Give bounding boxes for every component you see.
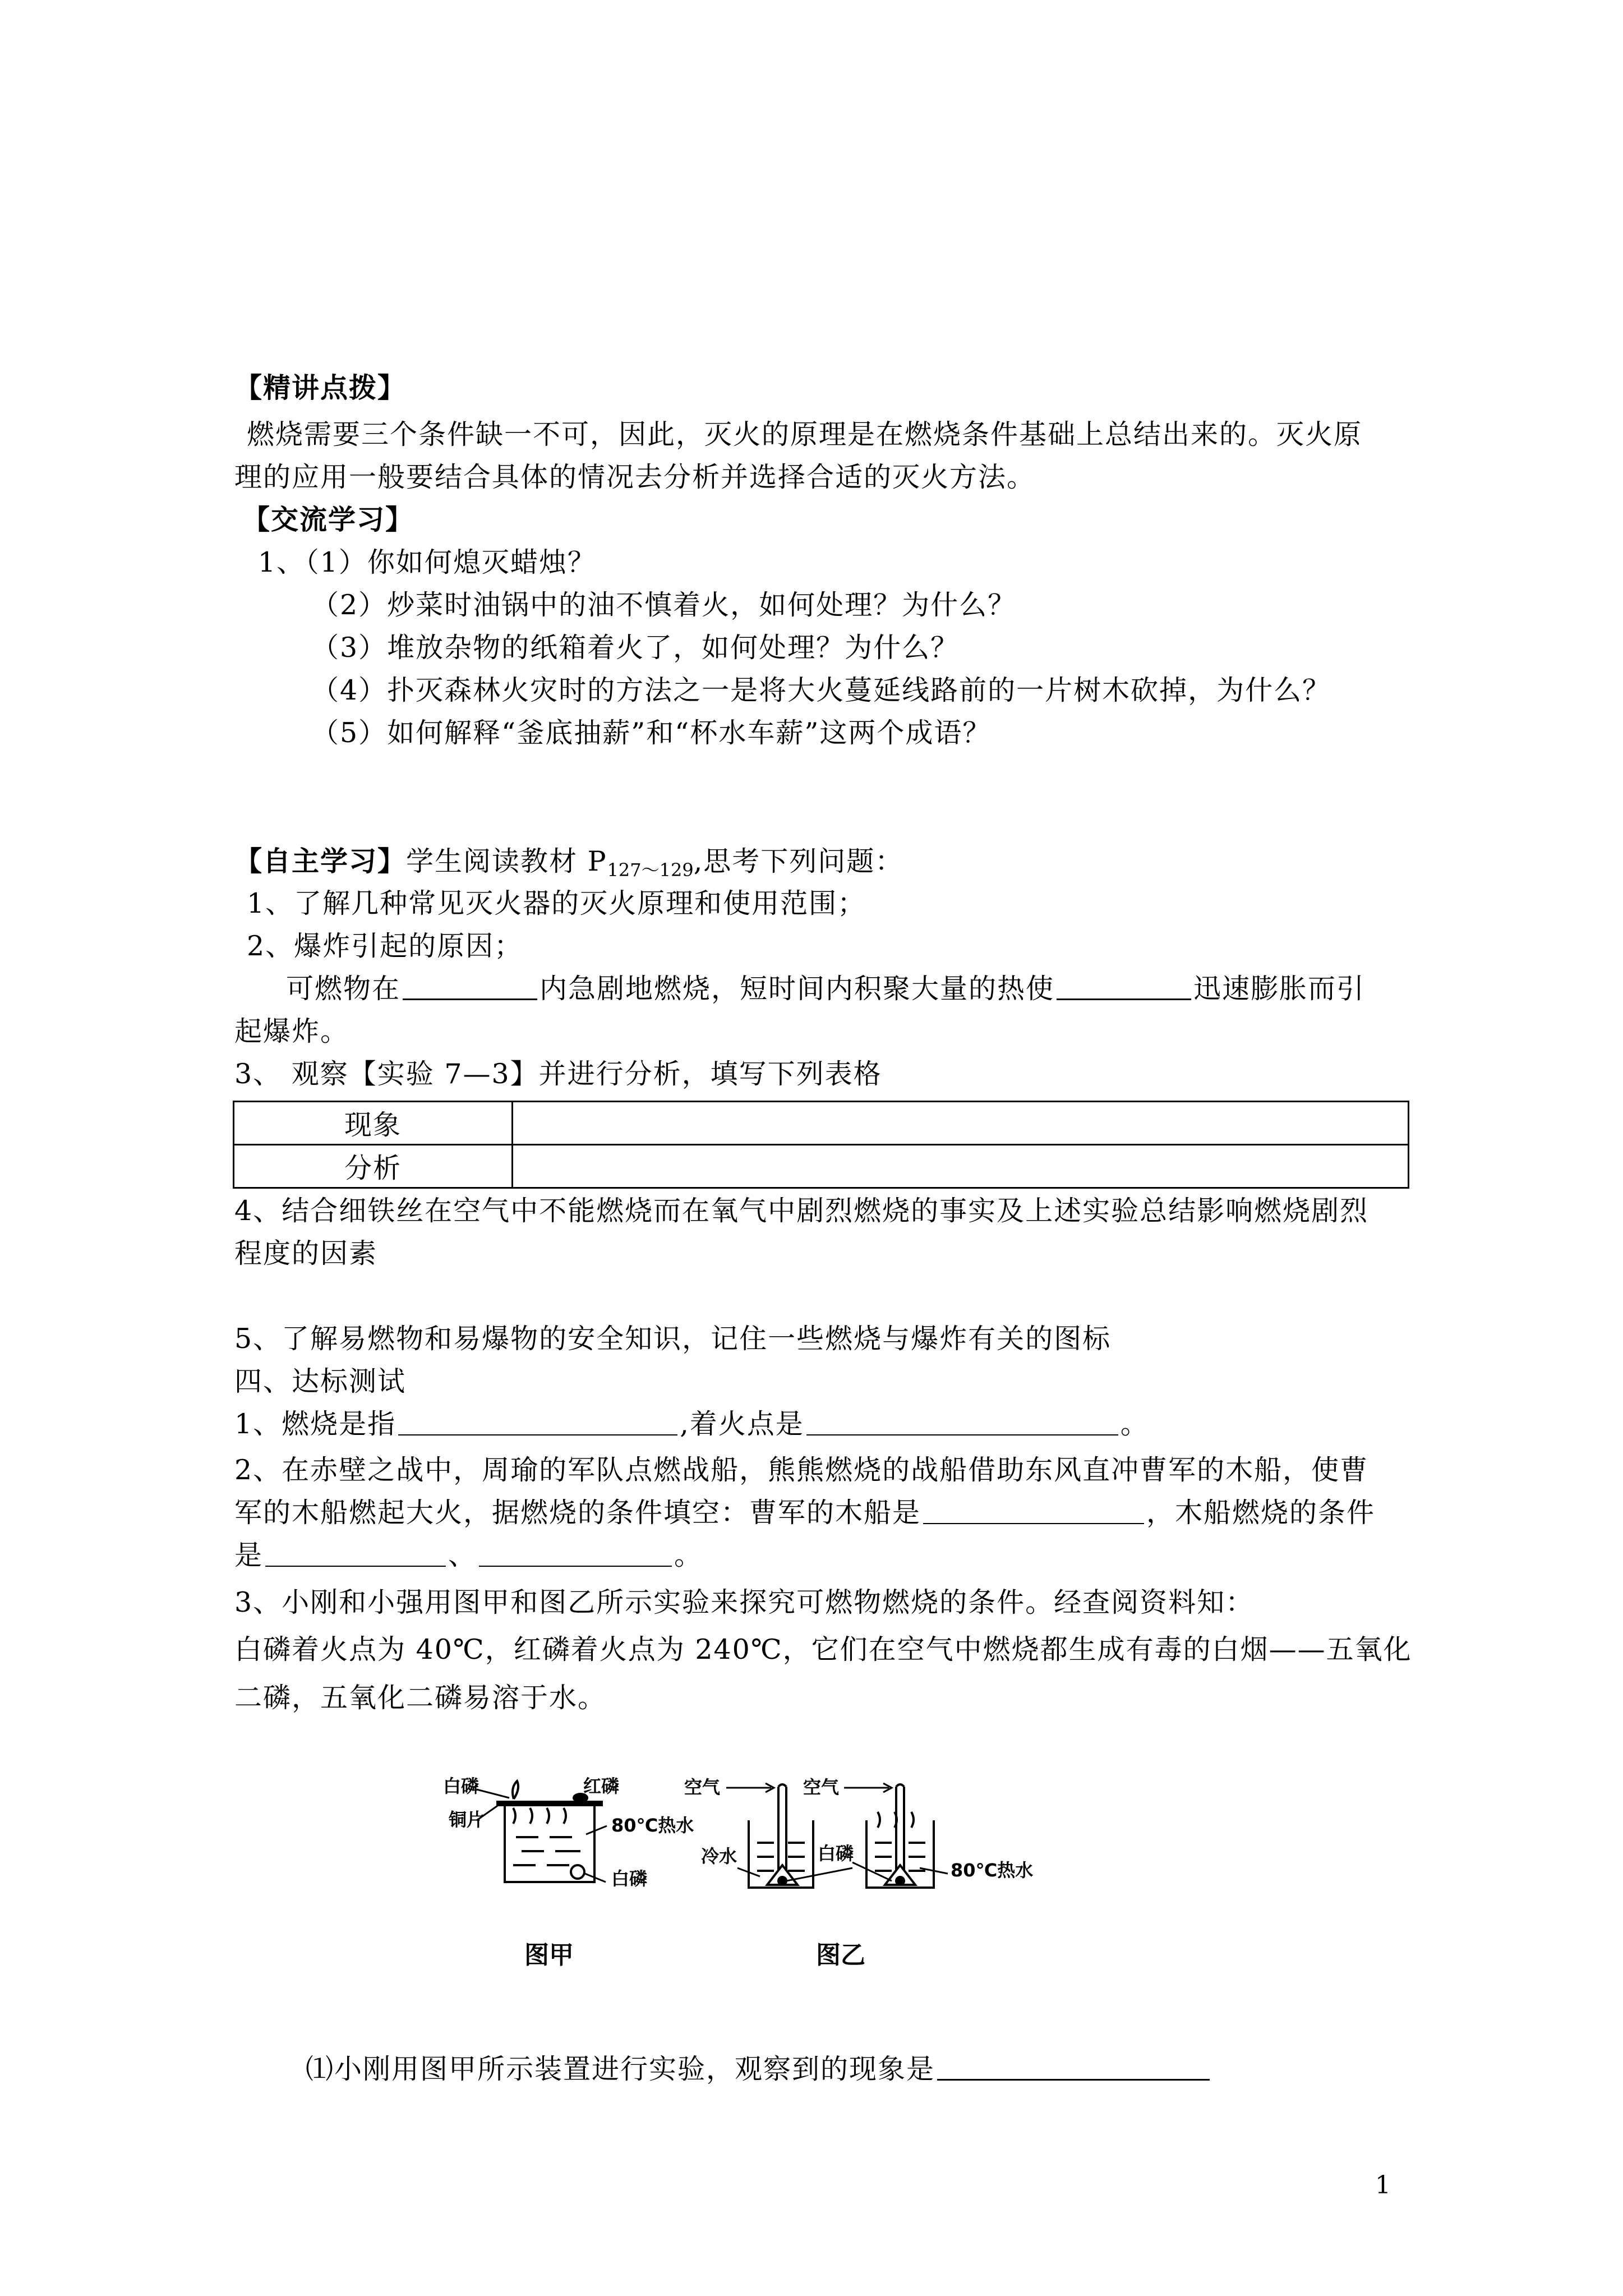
question-text: 是 xyxy=(234,1539,264,1571)
fill-text: 迅速膨胀而引 xyxy=(1193,973,1366,1005)
list-item-cont: 程度的因素 xyxy=(234,1237,378,1269)
intro-text-end: ,思考下列问题： xyxy=(693,845,904,877)
test-question-3-line2: 白磷着火点为 40℃，红磷着火点为 240℃，它们在空气中燃烧都生成有毒的白烟——五氧化 xyxy=(234,1634,1412,1665)
answer-blank[interactable] xyxy=(265,1541,446,1567)
paragraph-line: 燃烧需要三个条件缺一不可，因此，灭火的原理是在燃烧条件基础上总结出来的。灭火原 xyxy=(247,418,1363,450)
label-white-phosphorus: 白磷 xyxy=(443,1775,479,1797)
experiment-table xyxy=(233,1101,1409,1189)
label-yi-white-phosphorus: 白磷 xyxy=(818,1843,854,1864)
test-question-3-sub1 xyxy=(306,2052,1212,2087)
test-question-2: 2、在赤壁之战中，周瑜的军队点燃战船，熊熊燃烧的战船借助东风直冲曹军的木船，使曹 xyxy=(234,1454,1369,1486)
question-line: （4）扑灭森林火灾时的方法之一是将大火蔓延线路前的一片树木砍掉，为什么？ xyxy=(311,674,1331,706)
answer-blank[interactable] xyxy=(1057,974,1191,1000)
list-item: 4、结合细铁丝在空气中不能燃烧而在氧气中剧烈燃烧的事实及上述实验总结影响燃烧剧烈 xyxy=(234,1195,1369,1227)
list-item: 2、爆炸引起的原因； xyxy=(247,930,523,962)
table-cell-input[interactable] xyxy=(513,1145,1409,1188)
test-question-3-line3: 二磷，五氧化二磷易溶于水。 xyxy=(234,1682,607,1714)
answer-blank[interactable] xyxy=(398,1410,677,1435)
answer-blank[interactable] xyxy=(479,1541,672,1567)
page-range: 127～129 xyxy=(607,859,694,881)
list-item: 5、了解易燃物和易爆物的安全知识，记住一些燃烧与爆炸有关的图标 xyxy=(234,1323,1112,1355)
question-text: 1、燃烧是指 xyxy=(234,1408,396,1440)
list-item: 3、 观察【实验 7—3】并进行分析，填写下列表格 xyxy=(234,1058,882,1090)
answer-blank[interactable] xyxy=(806,1410,1118,1435)
figure-caption-yi: 图乙 xyxy=(816,1941,865,1970)
test-question-2-line2 xyxy=(234,1496,1375,1530)
fill-text: 内急剧地燃烧，短时间内积聚大量的热使 xyxy=(540,973,1055,1005)
test-question-2-line3 xyxy=(234,1538,703,1573)
fill-in-line-cont: 起爆炸。 xyxy=(234,1015,349,1047)
section-title-test: 四、达标测试 xyxy=(234,1365,407,1397)
fill-text: 可燃物在 xyxy=(286,973,401,1005)
fill-in-line xyxy=(286,972,1365,1006)
label-red-phosphorus: 红磷 xyxy=(583,1775,620,1797)
question-line: （3）堆放杂物的纸箱着火了，如何处理？为什么？ xyxy=(311,632,960,664)
label-cold-water: 冷水 xyxy=(701,1846,737,1867)
section-title-jiaoliu: 【交流学习】 xyxy=(242,503,414,536)
table-header-analysis: 分析 xyxy=(234,1145,513,1188)
page-number: 1 xyxy=(1375,2171,1391,2200)
table-row xyxy=(234,1102,1409,1145)
question-line: 1、（1）你如何熄灭蜡烛？ xyxy=(258,546,596,578)
experiment-figure xyxy=(443,1770,1195,2005)
self-study-intro xyxy=(234,844,903,887)
table-row xyxy=(234,1145,1409,1188)
question-text: 、 xyxy=(448,1539,477,1571)
question-text: ，木船燃烧的条件 xyxy=(1146,1497,1376,1529)
test-question-3: 3、小刚和小强用图甲和图乙所示实验来探究可燃物燃烧的条件。经查阅资料知： xyxy=(234,1586,1255,1618)
table-cell-input[interactable] xyxy=(513,1102,1409,1145)
beaker-yi-cold xyxy=(726,1783,813,1888)
label-air-1: 空气 xyxy=(684,1777,721,1798)
table-header-phenomenon: 现象 xyxy=(234,1102,513,1145)
beaker-yi-hot xyxy=(781,1783,948,1888)
section-title-jingjiang: 【精讲点拨】 xyxy=(234,371,407,404)
test-question-1 xyxy=(234,1407,1149,1442)
section-title-zizhu: 【自主学习】 xyxy=(234,845,407,877)
question-text: 。 xyxy=(674,1539,703,1571)
question-text: 军的木船燃起大火，据燃烧的条件填空：曹军的木船是 xyxy=(234,1497,921,1529)
paragraph-line: 理的应用一般要结合具体的情况去分析并选择合适的灭火方法。 xyxy=(234,461,1036,493)
label-white-phosphorus-2: 白磷 xyxy=(611,1868,648,1889)
question-text: 。 xyxy=(1120,1408,1149,1440)
answer-blank[interactable] xyxy=(937,2054,1210,2081)
label-copper-sheet: 铜片 xyxy=(449,1809,485,1830)
answer-blank[interactable] xyxy=(923,1498,1144,1524)
question-line: （5）如何解释“釜底抽薪”和“杯水车薪”这两个成语？ xyxy=(311,717,992,749)
list-item: 1、了解几种常见灭火器的灭火原理和使用范围； xyxy=(247,887,866,919)
question-text: ⑴小刚用图甲所示装置进行实验，观察到的现象是 xyxy=(306,2053,935,2085)
figure-caption-jia: 图甲 xyxy=(524,1941,574,1970)
question-text: ,着火点是 xyxy=(680,1408,804,1440)
label-air-2: 空气 xyxy=(803,1777,840,1798)
intro-text: 学生阅读教材 P xyxy=(406,845,607,877)
label-hot-water: 80℃热水 xyxy=(611,1815,694,1836)
label-yi-hot-water: 80℃热水 xyxy=(951,1860,1034,1881)
question-line: （2）炒菜时油锅中的油不慎着火，如何处理？为什么？ xyxy=(311,589,1017,621)
answer-blank[interactable] xyxy=(403,974,537,1000)
